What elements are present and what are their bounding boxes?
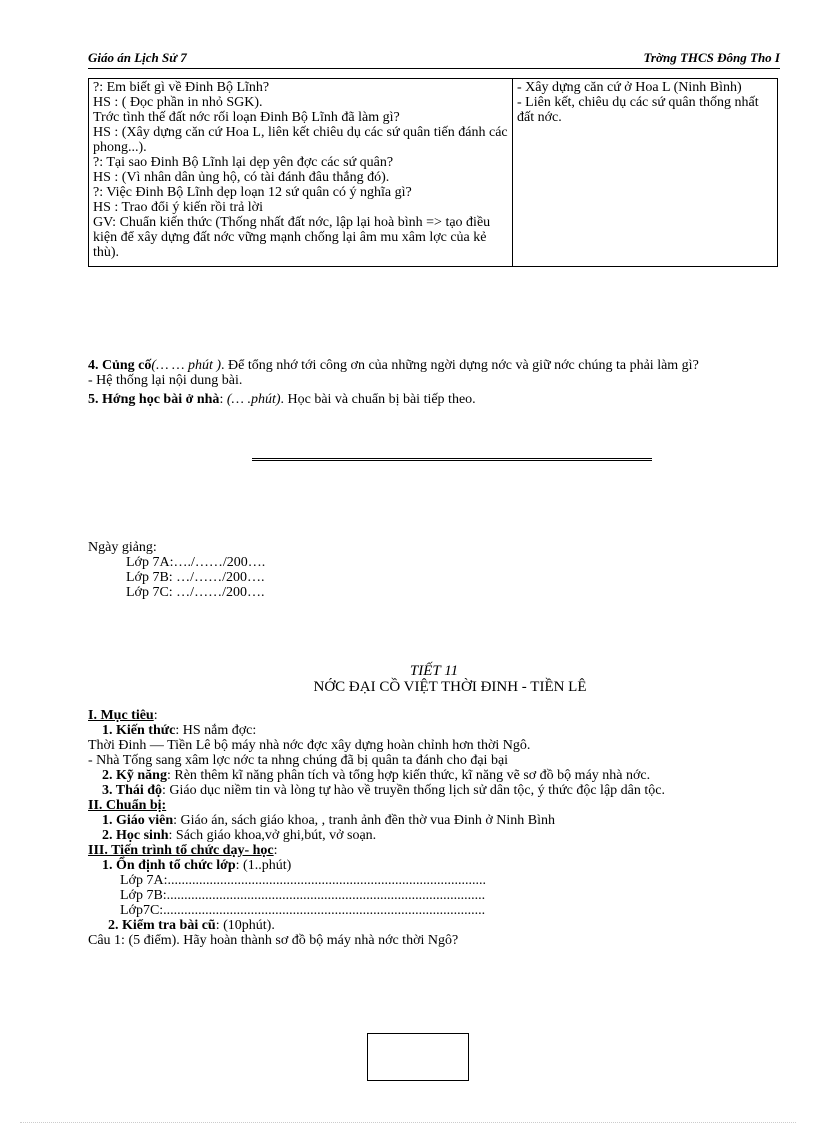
table-line: HS : ( Đọc phần in nhỏ SGK). [93, 95, 263, 110]
attitude-label: 3. Thái độ [102, 783, 163, 798]
teacher-label: 1. Giáo viên [102, 813, 174, 828]
lesson-number: TIẾT 11 [409, 663, 459, 679]
page-header [88, 50, 780, 69]
section-5-label: 5. Hớng học bài ở nhà [88, 392, 220, 407]
date-row: Lớp 7A:…./……/200…. [126, 555, 266, 570]
table-line: HS : (Vì nhân dân ủng hộ, có tài đánh đâu thắng đó). [93, 170, 390, 185]
table-line: HS : Trao đổi ý kiến rồi trả lời [93, 200, 263, 215]
knowledge-line: Thời Đinh — Tiền Lê bộ máy nhà nớc đợc xây dựng hoàn chỉnh hơn thời Ngô. [88, 738, 531, 753]
section-4: 4. Củng cố(… … phút ). Để tổng nhớ tới công ơn của những ngời dựng nớc và giữ nớc chúng ta phải làm gì? - Hệ thống lại nội dung bài. 5. Hớng học bài ở nhà: (… .phút). Học bài và chuẩn bị bài tiếp theo. [88, 358, 780, 407]
class-row: Lớp 7A:........................................................................................... [120, 873, 486, 888]
skills-text: : Rèn thêm kĩ năng phân tích và tổng hợp kiến thức, kĩ năng vẽ sơ đồ bộ máy nhà nớc. [166, 768, 651, 783]
double-rule-divider [252, 458, 652, 461]
prep-heading: II. Chuẩn bị: [88, 798, 167, 813]
step2-text: : (10phút). [215, 918, 275, 933]
date-label: Ngày giảng: [88, 540, 157, 555]
table-line: Trớc tình thế đất nớc rối loạn Đinh Bộ Lĩnh đã làm gì? [93, 110, 400, 125]
lesson-table [88, 78, 778, 267]
section-4-label: 4. Củng cố [88, 358, 152, 373]
knowledge-text: : HS nắm đợc: [175, 723, 257, 738]
table-line: - Xây dựng căn cứ ở Hoa L (Ninh Bình) [517, 80, 742, 95]
section-5-time: (… .phút) [226, 392, 281, 407]
skills-label: 2. Kỹ năng [102, 768, 167, 783]
step1-text: : (1..phút) [235, 858, 292, 873]
table-right-cell [513, 79, 778, 267]
diagram-box [367, 1033, 469, 1081]
section-4-line2: - Hệ thống lại nội dung bài. [88, 373, 243, 388]
section-4-text: . Để tổng nhớ tới công ơn của những ngời dựng nớc và giữ nớc chúng ta phải làm gì? [221, 358, 699, 373]
table-line: - Liên kết, chiêu dụ các sứ quân thống nhất đất nớc. [517, 95, 759, 125]
attitude-text: : Giáo dục niềm tin và lòng tự hào về truyền thống lịch sử dân tộc, ý thức độc lập dân tộc. [162, 783, 665, 798]
table-left-cell [89, 79, 513, 267]
header-left: Giáo án Lịch Sử 7 [88, 50, 187, 65]
lesson-body: I. Mục tiêu: 1. Kiến thức: HS nắm đợc: Thời Đinh — Tiền Lê bộ máy nhà nớc đợc xây dựng hoàn chỉnh hơn thời Ngô. - Nhà Tống sang xâm lợc nớc ta nhng chúng đã bị quân ta đánh cho đại bại 2. Kỹ năng: Rèn thêm kĩ năng phân tích và tổng hợp kiến thức, kĩ năng vẽ sơ đồ bộ máy nhà nớc. 3. Thái độ: Giáo dục niềm tin và lòng tự hào về truyền thống lịch sử dân tộc, ý thức độc lập dân tộc. II. Chuẩn bị: 1. Giáo viên: Giáo án, sách giáo khoa, , tranh ảnh đền thờ vua Đinh ở Ninh Bình 2. Học sinh: Sách giáo khoa,vở ghi,bút, vở soạn. III. Tiến trình tổ chức dạy- học: 1. Ổn định tổ chức lớp: (1..phút) Lớp 7A:........................................................................................... Lớp 7B:........................................................................................... Lớp7C:............................................................................................ 2. Kiểm tra bài cũ: (10phút). Câu 1: (5 điểm). Hãy hoàn thành sơ đồ bộ máy nhà nớc thời Ngô? [88, 708, 780, 948]
student-text: : Sách giáo khoa,vở ghi,bút, vở soạn. [168, 828, 377, 843]
section-5-text: . Học bài và chuẩn bị bài tiếp theo. [280, 392, 476, 407]
table-line: ?: Việc Đinh Bộ Lĩnh dẹp loạn 12 sứ quân có ý nghĩa gì? [93, 185, 412, 200]
table-line: ?: Em biết gì về Đinh Bộ Lĩnh? [93, 80, 270, 95]
table-line: ?: Tại sao Đinh Bộ Lĩnh lại dẹp yên đợc các sứ quân? [93, 155, 394, 170]
class-row: Lớp 7B:........................................................................................... [120, 888, 486, 903]
objectives-heading: I. Mục tiêu [88, 708, 154, 723]
teacher-text: : Giáo án, sách giáo khoa, , tranh ảnh đền thờ vua Đinh ở Ninh Bình [173, 813, 556, 828]
knowledge-label: 1. Kiến thức [102, 723, 176, 738]
header-right: Trờng THCS Đông Tho I [643, 50, 780, 65]
lesson-title: NỚC ĐẠI CỒ VIỆT THỜI ĐINH - TIỀN LÊ [313, 679, 587, 695]
student-label: 2. Học sinh [102, 828, 169, 843]
date-row: Lớp 7B: …/……/200…. [126, 570, 265, 585]
table-line: HS : (Xây dựng căn cứ Hoa L, liên kết chiêu dụ các sứ quân tiến đánh các phong...). [93, 125, 508, 155]
class-row: Lớp7C:............................................................................................ [120, 903, 486, 918]
question-1: Câu 1: (5 điểm). Hãy hoàn thành sơ đồ bộ máy nhà nớc thời Ngô? [88, 933, 459, 948]
date-row: Lớp 7C: …/……/200…. [126, 585, 265, 600]
section-4-time: (… … phút ) [151, 358, 222, 373]
process-heading: III. Tiến trình tổ chức dạy- học [88, 843, 274, 858]
step1-label: 1. Ổn định tổ chức lớp [102, 858, 236, 873]
date-block [88, 540, 780, 600]
knowledge-line: - Nhà Tống sang xâm lợc nớc ta nhng chúng đã bị quân ta đánh cho đại bại [88, 753, 509, 768]
table-line: GV: Chuẩn kiến thức (Thống nhất đất nớc, lập lại hoà bình => tạo điều kiện để xây dựng đất nớc vững mạnh chống lại âm mu xâm lợc của kẻ thù). [93, 215, 491, 260]
step2-label: 2. Kiểm tra bài cũ [108, 918, 216, 933]
